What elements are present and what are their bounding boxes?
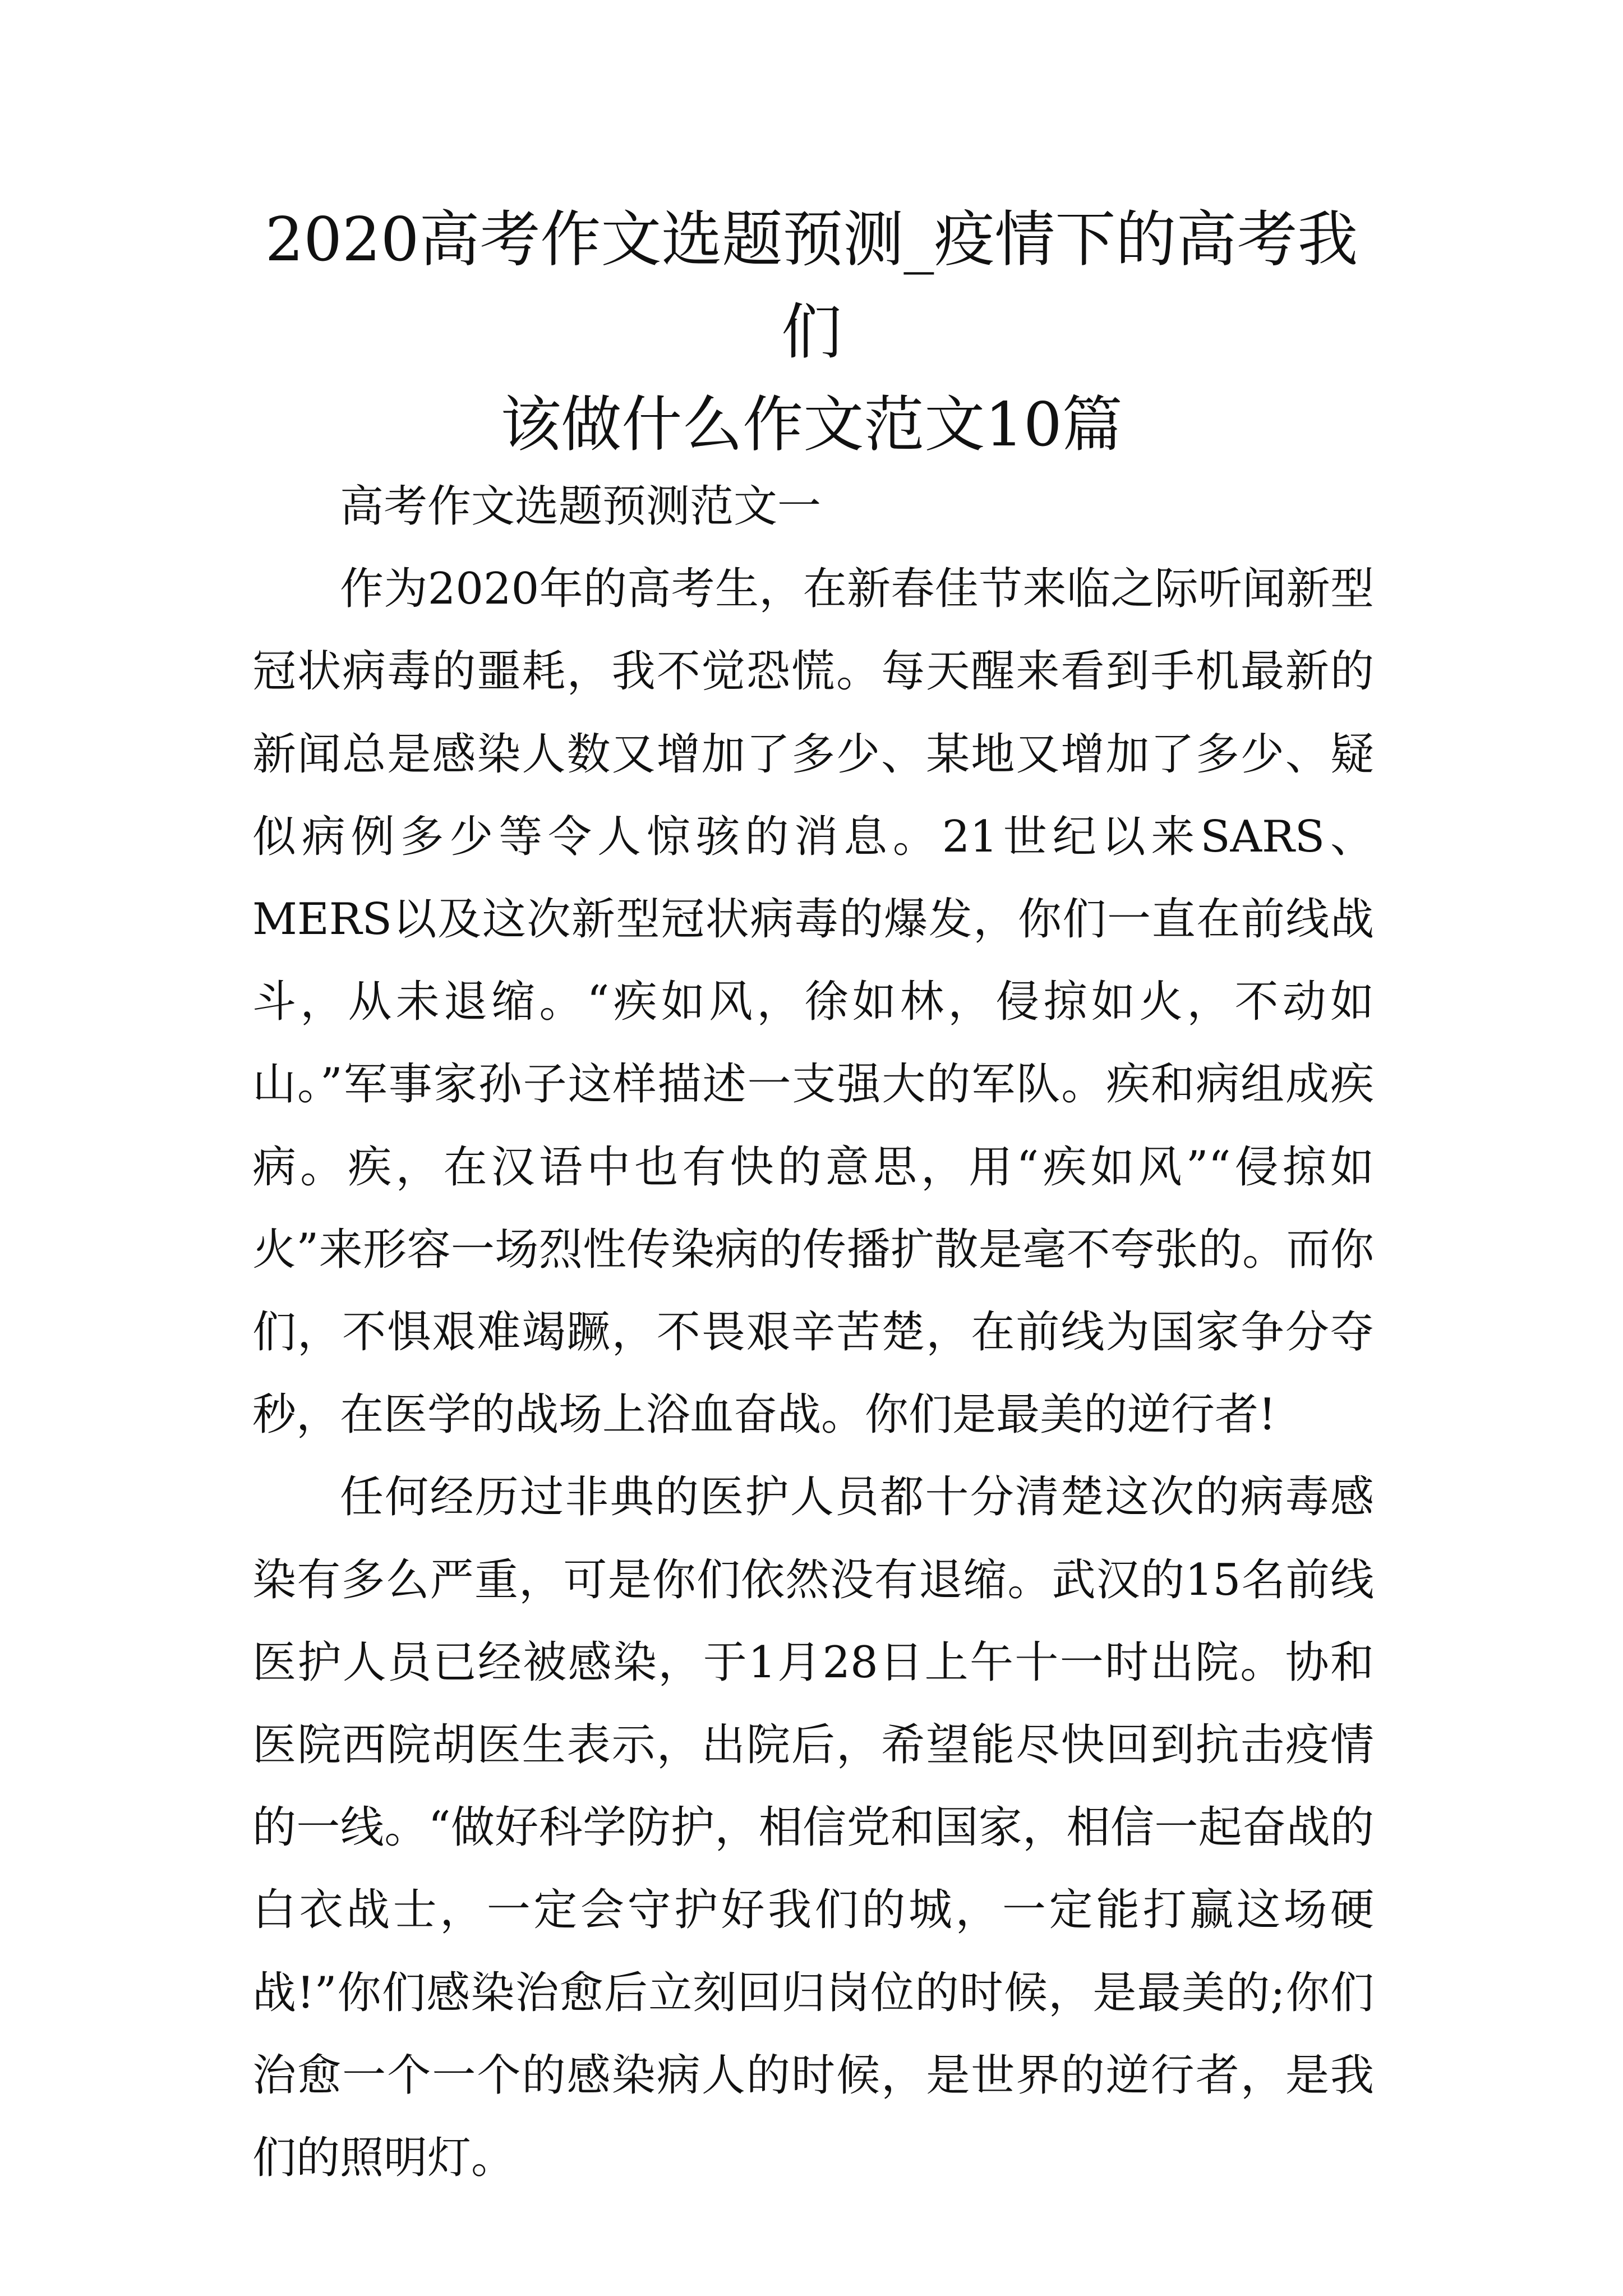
document-body: [252, 466, 1374, 2200]
section-heading: 高考作文选题预测范文一: [340, 481, 822, 532]
title-line-2: 该做什么作文范文10篇: [500, 390, 1123, 460]
document-title: [236, 194, 1387, 471]
title-line-1: 2020高考作文选题预测_疫情下的高考我们: [265, 205, 1358, 367]
paragraph-1: 作为2020年的高考生，在新春佳节来临之际听闻新型冠状病毒的噩耗，我不觉恐慌。每天醒来看到手机最新的新闻总是感染人数又增加了多少、某地又增加了多少、疑似病例多少等令人惊骇的消息。21世纪以来SARS、MERS以及这次新型冠状病毒的爆发，你们一直在前线战斗，从未退缩。“疾如风，徐如林，侵掠如火，不动如山。”军事家孙子这样描述一支强大的军队。疾和病组成疾病。疾，在汉语中也有快的意思，用“疾如风”“侵掠如火”来形容一场烈性传染病的传播扩散是毫不夸张的。而你们，不惧艰难竭蹶，不畏艰辛苦楚，在前线为国家争分夺秒，在医学的战场上浴血奋战。你们是最美的逆行者!: [252, 564, 1374, 1441]
paragraph-2: 任何经历过非典的医护人员都十分清楚这次的病毒感染有多么严重，可是你们依然没有退缩。武汉的15名前线医护人员已经被感染，于1月28日上午十一时出院。协和医院西院胡医生表示，出院后，希望能尽快回到抗击疫情的一线。“做好科学防护，相信党和国家，相信一起奋战的白衣战士，一定会守护好我们的城，一定能打赢这场硬战!”你们感染治愈后立刻回归岗位的时候，是最美的;你们治愈一个一个的感染病人的时候，是世界的逆行者，是我们的照明灯。: [252, 1472, 1374, 2184]
